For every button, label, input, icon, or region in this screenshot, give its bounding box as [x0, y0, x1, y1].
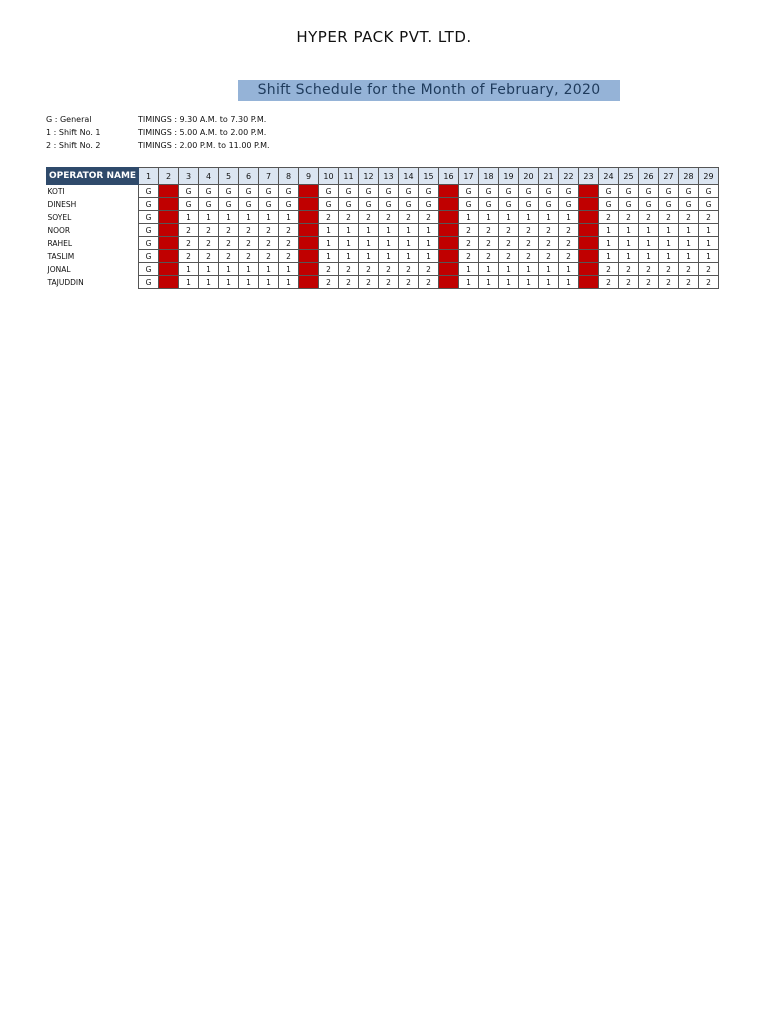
shift-cell: G	[339, 198, 359, 211]
shift-cell: 1	[239, 263, 259, 276]
shift-cell: G	[139, 185, 159, 198]
shift-cell: G	[139, 211, 159, 224]
shift-cell: G	[219, 185, 239, 198]
shift-cell: 1	[559, 263, 579, 276]
legend-code: G : General	[46, 115, 92, 124]
shift-cell: G	[139, 250, 159, 263]
off-day-cell	[579, 211, 599, 224]
off-day-cell	[439, 237, 459, 250]
shift-cell: 2	[259, 237, 279, 250]
operator-name: DINESH	[47, 199, 77, 209]
off-day-cell	[299, 185, 319, 198]
shift-cell: 1	[659, 224, 679, 237]
shift-cell: 1	[679, 237, 699, 250]
shift-cell: 1	[379, 224, 399, 237]
shift-cell: 2	[479, 250, 499, 263]
shift-cell: 2	[659, 211, 679, 224]
day-header: 7	[259, 168, 279, 185]
shift-cell: 2	[359, 263, 379, 276]
day-header: 28	[679, 168, 699, 185]
day-header: 21	[539, 168, 559, 185]
shift-cell: 1	[419, 237, 439, 250]
day-header: 10	[319, 168, 339, 185]
off-day-cell	[159, 224, 179, 237]
shift-cell: 1	[239, 276, 259, 289]
shift-cell: G	[599, 185, 619, 198]
shift-cell: 2	[379, 211, 399, 224]
legend-timing: TIMINGS : 5.00 A.M. to 2.00 P.M.	[138, 128, 267, 137]
operator-name: NOOR	[47, 225, 71, 235]
shift-cell: G	[359, 198, 379, 211]
off-day-cell	[159, 237, 179, 250]
shift-cell: G	[599, 198, 619, 211]
legend-code: 1 : Shift No. 1	[46, 128, 101, 137]
off-day-cell	[579, 263, 599, 276]
shift-cell: 1	[399, 250, 419, 263]
shift-cell: 1	[219, 276, 239, 289]
shift-cell: 1	[619, 250, 639, 263]
shift-cell: 1	[539, 211, 559, 224]
shift-cell: 2	[639, 276, 659, 289]
shift-cell: 2	[659, 263, 679, 276]
shift-cell: 1	[259, 263, 279, 276]
off-day-cell	[159, 250, 179, 263]
table-row	[47, 276, 719, 289]
day-header: 26	[639, 168, 659, 185]
shift-cell: 2	[499, 237, 519, 250]
shift-cell: 2	[199, 237, 219, 250]
shift-cell: 1	[319, 224, 339, 237]
shift-cell: 2	[279, 237, 299, 250]
shift-cell: G	[459, 198, 479, 211]
shift-cell: 1	[599, 237, 619, 250]
off-day-cell	[439, 185, 459, 198]
shift-cell: 1	[559, 276, 579, 289]
shift-cell: 2	[239, 237, 259, 250]
shift-cell: G	[639, 198, 659, 211]
legend-code: 2 : Shift No. 2	[46, 141, 101, 150]
shift-cell: 1	[479, 263, 499, 276]
off-day-cell	[579, 237, 599, 250]
shift-cell: 1	[659, 250, 679, 263]
day-header: 17	[459, 168, 479, 185]
shift-cell: 2	[499, 224, 519, 237]
company-name: HYPER PACK PVT. LTD.	[296, 28, 472, 46]
shift-cell: 2	[219, 237, 239, 250]
day-header: 6	[239, 168, 259, 185]
shift-cell: G	[699, 185, 719, 198]
shift-cell: G	[259, 185, 279, 198]
day-header: 4	[199, 168, 219, 185]
off-day-cell	[579, 224, 599, 237]
table-row	[47, 198, 719, 211]
shift-cell: 1	[679, 224, 699, 237]
shift-cell: 1	[599, 250, 619, 263]
shift-cell: 1	[699, 237, 719, 250]
day-header: 9	[299, 168, 319, 185]
shift-cell: 1	[539, 276, 559, 289]
shift-cell: 2	[319, 211, 339, 224]
shift-cell: 2	[279, 224, 299, 237]
shift-cell: 1	[179, 263, 199, 276]
shift-cell: G	[239, 198, 259, 211]
off-day-cell	[299, 198, 319, 211]
shift-cell: G	[179, 198, 199, 211]
operator-name: JONAL	[47, 264, 71, 274]
shift-cell: 2	[679, 263, 699, 276]
shift-cell: G	[499, 198, 519, 211]
shift-cell: G	[199, 198, 219, 211]
shift-cell: 2	[479, 224, 499, 237]
off-day-cell	[579, 198, 599, 211]
off-day-cell	[159, 185, 179, 198]
shift-cell: 2	[399, 276, 419, 289]
shift-cell: G	[279, 198, 299, 211]
shift-cell: 2	[619, 263, 639, 276]
shift-cell: G	[139, 263, 159, 276]
day-header: 18	[479, 168, 499, 185]
shift-cell: 2	[399, 263, 419, 276]
day-header: 25	[619, 168, 639, 185]
shift-cell: G	[679, 198, 699, 211]
shift-cell: G	[139, 198, 159, 211]
shift-cell: G	[479, 198, 499, 211]
off-day-cell	[299, 224, 319, 237]
day-header: 29	[699, 168, 719, 185]
day-header: 12	[359, 168, 379, 185]
shift-cell: G	[259, 198, 279, 211]
shift-cell: 2	[279, 250, 299, 263]
table-header-row	[47, 168, 719, 185]
shift-cell: 1	[599, 224, 619, 237]
shift-cell: 1	[339, 224, 359, 237]
shift-cell: 1	[479, 211, 499, 224]
shift-cell: 2	[239, 224, 259, 237]
operator-name: TAJUDDIN	[47, 277, 84, 287]
shift-cell: 1	[319, 250, 339, 263]
shift-cell: 1	[639, 237, 659, 250]
shift-cell: 2	[639, 263, 659, 276]
shift-cell: 2	[659, 276, 679, 289]
schedule-title: Shift Schedule for the Month of February, 2020	[238, 80, 620, 101]
shift-cell: 1	[639, 224, 659, 237]
shift-cell: 1	[359, 237, 379, 250]
shift-cell: 1	[359, 224, 379, 237]
shift-cell: G	[659, 185, 679, 198]
shift-cell: 2	[339, 211, 359, 224]
off-day-cell	[439, 224, 459, 237]
shift-cell: 2	[539, 250, 559, 263]
off-day-cell	[299, 250, 319, 263]
table-row	[47, 224, 719, 237]
shift-cell: 2	[419, 211, 439, 224]
shift-cell: 1	[199, 211, 219, 224]
shift-cell: 1	[419, 224, 439, 237]
shift-cell: 1	[499, 276, 519, 289]
shift-cell: G	[139, 237, 159, 250]
shift-cell: 1	[239, 211, 259, 224]
shift-cell: G	[479, 185, 499, 198]
table-row	[47, 211, 719, 224]
off-day-cell	[299, 237, 319, 250]
operator-name: SOYEL	[47, 212, 72, 222]
day-header: 3	[179, 168, 199, 185]
shift-cell: 1	[379, 250, 399, 263]
shift-cell: 1	[459, 211, 479, 224]
shift-cell: 1	[699, 250, 719, 263]
shift-cell: G	[279, 185, 299, 198]
shift-cell: G	[419, 185, 439, 198]
shift-cell: 2	[699, 276, 719, 289]
day-header: 19	[499, 168, 519, 185]
day-header: 5	[219, 168, 239, 185]
shift-cell: 1	[459, 276, 479, 289]
shift-cell: 1	[479, 276, 499, 289]
shift-cell: 2	[599, 263, 619, 276]
off-day-cell	[159, 276, 179, 289]
off-day-cell	[439, 198, 459, 211]
shift-cell: 1	[219, 211, 239, 224]
shift-cell: 1	[519, 211, 539, 224]
day-header: 2	[159, 168, 179, 185]
off-day-cell	[299, 263, 319, 276]
day-header: 1	[139, 168, 159, 185]
legend-timing: TIMINGS : 2.00 P.M. to 11.00 P.M.	[138, 141, 270, 150]
day-header: 15	[419, 168, 439, 185]
off-day-cell	[159, 198, 179, 211]
shift-cell: 1	[199, 276, 219, 289]
shift-cell: G	[639, 185, 659, 198]
shift-cell: G	[139, 276, 159, 289]
shift-cell: 1	[259, 276, 279, 289]
day-header: 11	[339, 168, 359, 185]
shift-cell: 2	[599, 211, 619, 224]
shift-cell: 1	[399, 237, 419, 250]
off-day-cell	[579, 185, 599, 198]
off-day-cell	[579, 250, 599, 263]
shift-cell: 2	[259, 224, 279, 237]
shift-cell: 1	[279, 263, 299, 276]
shift-cell: 2	[539, 237, 559, 250]
shift-cell: 2	[219, 250, 239, 263]
off-day-cell	[439, 263, 459, 276]
shift-cell: G	[319, 198, 339, 211]
day-header: 27	[659, 168, 679, 185]
shift-cell: 2	[459, 237, 479, 250]
off-day-cell	[439, 250, 459, 263]
operator-name: TASLIM	[47, 251, 75, 261]
shift-cell: 2	[519, 237, 539, 250]
shift-cell: 2	[379, 276, 399, 289]
shift-cell: 2	[319, 276, 339, 289]
day-header: 22	[559, 168, 579, 185]
shift-cell: G	[539, 198, 559, 211]
shift-cell: 1	[319, 237, 339, 250]
shift-cell: G	[699, 198, 719, 211]
legend-timing: TIMINGS : 9.30 A.M. to 7.30 P.M.	[138, 115, 267, 124]
shift-cell: G	[319, 185, 339, 198]
shift-cell: G	[179, 185, 199, 198]
shift-cell: 1	[199, 263, 219, 276]
shift-cell: 1	[219, 263, 239, 276]
day-header: 13	[379, 168, 399, 185]
shift-cell: 2	[559, 237, 579, 250]
shift-cell: G	[199, 185, 219, 198]
shift-cell: 1	[499, 263, 519, 276]
off-day-cell	[159, 211, 179, 224]
shift-cell: G	[399, 198, 419, 211]
shift-cell: 2	[619, 211, 639, 224]
shift-cell: G	[239, 185, 259, 198]
shift-cell: 2	[539, 224, 559, 237]
shift-cell: 2	[339, 276, 359, 289]
shift-cell: 2	[459, 224, 479, 237]
shift-cell: 1	[659, 237, 679, 250]
shift-cell: G	[559, 198, 579, 211]
table-row	[47, 237, 719, 250]
off-day-cell	[439, 211, 459, 224]
shift-cell: 2	[599, 276, 619, 289]
shift-cell: 2	[179, 224, 199, 237]
shift-cell: 1	[499, 211, 519, 224]
shift-cell: G	[519, 198, 539, 211]
shift-cell: G	[379, 185, 399, 198]
off-day-cell	[299, 276, 319, 289]
shift-cell: G	[499, 185, 519, 198]
shift-cell: 2	[179, 237, 199, 250]
shift-cell: G	[659, 198, 679, 211]
shift-schedule-table	[46, 167, 719, 289]
shift-cell: 2	[219, 224, 239, 237]
day-header: 14	[399, 168, 419, 185]
shift-cell: 2	[619, 276, 639, 289]
shift-cell: 2	[199, 250, 219, 263]
shift-cell: 2	[239, 250, 259, 263]
operator-name: KOTI	[47, 186, 65, 196]
table-row	[47, 263, 719, 276]
shift-cell: 2	[679, 211, 699, 224]
shift-cell: 2	[459, 250, 479, 263]
day-header: 23	[579, 168, 599, 185]
off-day-cell	[439, 276, 459, 289]
shift-cell: G	[539, 185, 559, 198]
shift-cell: 1	[359, 250, 379, 263]
table-row	[47, 250, 719, 263]
shift-cell: 1	[279, 211, 299, 224]
shift-cell: 2	[679, 276, 699, 289]
shift-cell: G	[459, 185, 479, 198]
off-day-cell	[579, 276, 599, 289]
shift-cell: G	[359, 185, 379, 198]
day-header: 8	[279, 168, 299, 185]
shift-cell: 1	[339, 250, 359, 263]
shift-cell: 1	[519, 263, 539, 276]
shift-cell: G	[559, 185, 579, 198]
shift-cell: G	[619, 185, 639, 198]
shift-cell: 1	[399, 224, 419, 237]
shift-cell: 2	[699, 211, 719, 224]
day-header: 16	[439, 168, 459, 185]
shift-cell: 1	[419, 250, 439, 263]
table-row	[47, 185, 719, 198]
shift-cell: 1	[179, 276, 199, 289]
shift-cell: G	[219, 198, 239, 211]
shift-cell: 1	[679, 250, 699, 263]
shift-cell: 2	[639, 211, 659, 224]
shift-cell: 2	[379, 263, 399, 276]
shift-cell: G	[339, 185, 359, 198]
shift-cell: 2	[519, 250, 539, 263]
shift-cell: G	[139, 224, 159, 237]
shift-cell: 1	[639, 250, 659, 263]
off-day-cell	[299, 211, 319, 224]
shift-cell: 2	[359, 276, 379, 289]
operator-name-header: OPERATOR NAME	[47, 168, 139, 185]
shift-cell: 1	[339, 237, 359, 250]
shift-cell: 2	[199, 224, 219, 237]
shift-cell: 1	[539, 263, 559, 276]
shift-cell: 2	[699, 263, 719, 276]
shift-cell: 1	[459, 263, 479, 276]
shift-cell: 2	[419, 276, 439, 289]
shift-cell: 2	[519, 224, 539, 237]
shift-cell: 1	[179, 211, 199, 224]
shift-cell: G	[399, 185, 419, 198]
operator-name: RAHEL	[47, 238, 73, 248]
shift-cell: 2	[479, 237, 499, 250]
shift-cell: 2	[559, 224, 579, 237]
off-day-cell	[159, 263, 179, 276]
shift-cell: 1	[279, 276, 299, 289]
shift-cell: 1	[559, 211, 579, 224]
shift-cell: 2	[319, 263, 339, 276]
shift-cell: 2	[339, 263, 359, 276]
shift-cell: G	[519, 185, 539, 198]
shift-cell: 1	[519, 276, 539, 289]
shift-cell: 1	[259, 211, 279, 224]
shift-cell: 2	[399, 211, 419, 224]
shift-cell: G	[419, 198, 439, 211]
shift-cell: G	[679, 185, 699, 198]
shift-cell: 1	[699, 224, 719, 237]
shift-cell: 2	[499, 250, 519, 263]
shift-cell: 1	[379, 237, 399, 250]
day-header: 24	[599, 168, 619, 185]
shift-cell: 1	[619, 237, 639, 250]
shift-cell: G	[379, 198, 399, 211]
day-header: 20	[519, 168, 539, 185]
shift-cell: 2	[359, 211, 379, 224]
shift-cell: 1	[619, 224, 639, 237]
shift-cell: 2	[259, 250, 279, 263]
shift-cell: 2	[179, 250, 199, 263]
shift-cell: 2	[559, 250, 579, 263]
shift-cell: G	[619, 198, 639, 211]
shift-cell: 2	[419, 263, 439, 276]
